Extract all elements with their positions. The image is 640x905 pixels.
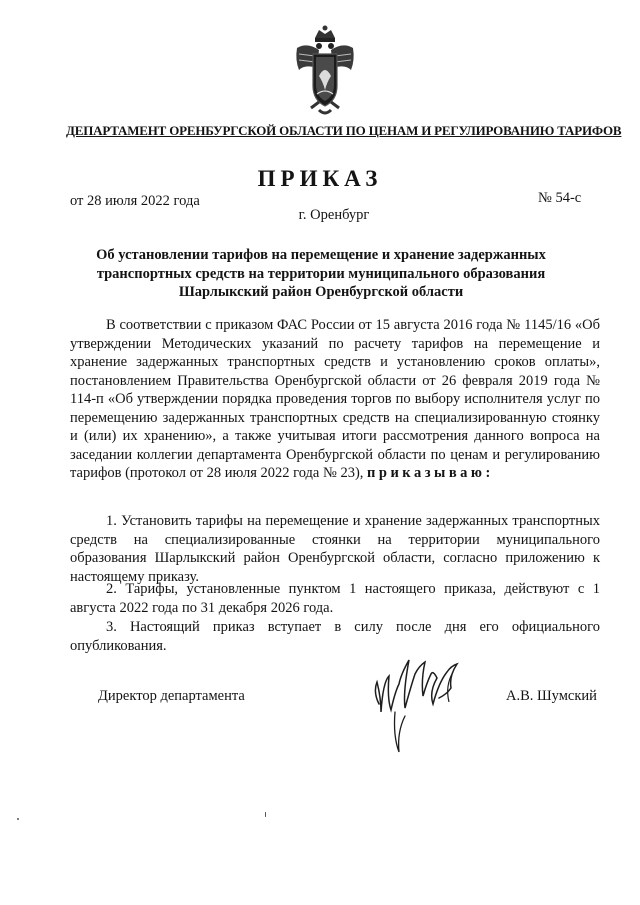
order-date: от 28 июля 2022 года	[70, 193, 200, 209]
preamble-text: В соответствии с приказом ФАС России от 15 августа 2016 года № 1145/16 «Об утверждении Методических указаний по расчету тарифов на перемещение и хранение задержанных транспортных средств и установлению сроков оплаты», постановлением Правительства Оренбургской области от 26 февраля 2019 года № 114-п «Об утверждении порядка проведения торгов по выбору исполнителя услуг по перемещению задержанных транспортных средств на специализированную стоянку и (или) их хранению», а также учитывая итоги рассмотрения данного вопроса на заседании коллегии департамента Оренбургской области по ценам и регулированию тарифов (протокол от 28 июля 2022 года № 23),	[70, 317, 600, 481]
department-name: ДЕПАРТАМЕНТ ОРЕНБУРГСКОЙ ОБЛАСТИ ПО ЦЕНАМ И РЕГУЛИРОВАНИЮ ТАРИФОВ	[66, 123, 622, 138]
coat-of-arms-icon	[293, 24, 357, 120]
order-heading: Об установлении тарифов на перемещение и хранение задержанных транспортных средств на территории муниципального образования Шарлыкский район Оренбургской области	[96, 247, 546, 300]
order-item-3: 3. Настоящий приказ вступает в силу после дня его официального опубликования.	[70, 619, 600, 654]
order-number: № 54-с	[538, 190, 582, 206]
scan-speck	[265, 812, 266, 817]
order-city: г. Оренбург	[298, 207, 370, 223]
order-item-2: 2. Тарифы, установленные пунктом 1 настоящего приказа, действуют с 1 августа 2022 года по 31 декабря 2026 года.	[70, 581, 600, 616]
document-title: ПРИКАЗ	[257, 166, 383, 191]
order-item-1: 1. Установить тарифы на перемещение и хранение задержанных транспортных средств на специализированные стоянки на территории муниципального образования Шарлыкский район Оренбургской области, согласно приложению к настоящему приказу.	[70, 513, 600, 585]
signer-role: Директор департамента	[98, 688, 245, 704]
order-word: приказываю:	[367, 465, 494, 481]
scan-speck	[17, 818, 19, 820]
preamble-paragraph	[70, 316, 600, 483]
handwritten-signature	[365, 652, 475, 772]
signer-name: А.В. Шумский	[506, 688, 597, 704]
